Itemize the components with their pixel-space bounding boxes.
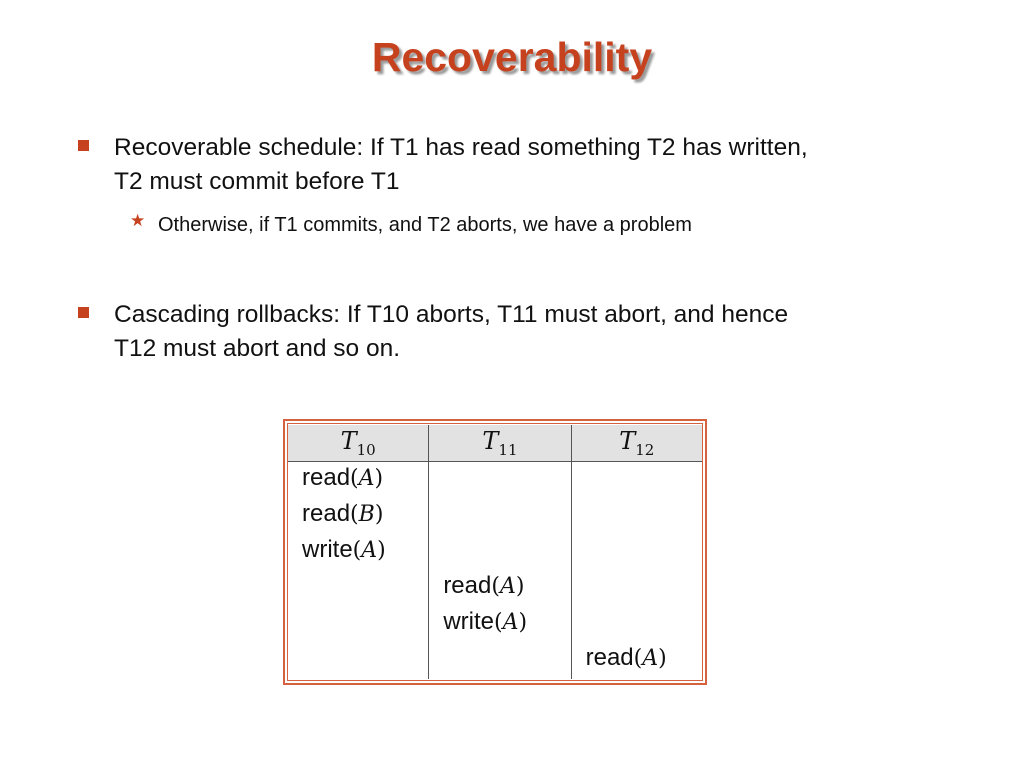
- bullet-text-line: T2 must commit before T1: [114, 168, 400, 195]
- sub-bullet-otherwise: [130, 211, 930, 239]
- column-t11-cell: [429, 462, 571, 680]
- bullet-recoverable-schedule: [78, 131, 958, 199]
- column-header-t11: $T_{11}$: [429, 425, 571, 462]
- bullet-text-line: T12 must abort and so on.: [114, 335, 400, 362]
- operation-write-a: write(A): [443, 608, 528, 635]
- schedule-table: [288, 425, 702, 679]
- operation-read-b: read(B): [302, 500, 384, 527]
- operation-read-a: read(A): [585, 644, 667, 671]
- star-bullet-icon: ★: [130, 211, 146, 230]
- square-bullet-icon: [78, 140, 89, 151]
- schedule-header-row: [288, 425, 702, 462]
- operation-read-a: read(A): [302, 464, 384, 491]
- sub-bullet-text: Otherwise, if T1 commits, and T2 aborts, we have a problem: [158, 214, 692, 236]
- column-t10-cell: [288, 462, 429, 680]
- bullet-text-line: Recoverable schedule: If T1 has read something T2 has written,: [114, 134, 808, 161]
- column-t12-cell: [571, 462, 702, 680]
- slide-title: Recoverability: [371, 34, 653, 80]
- column-header-t10: $T_{10}$: [288, 425, 429, 462]
- schedule-table-frame: [283, 419, 707, 685]
- column-header-t12: $T_{12}$: [571, 425, 702, 462]
- bullet-text-line: Cascading rollbacks: If T10 aborts, T11 must abort, and hence: [114, 301, 789, 328]
- schedule-body-row: [288, 462, 702, 680]
- operation-write-a: write(A): [302, 536, 386, 563]
- operation-read-a: read(A): [443, 572, 525, 599]
- bullet-cascading-rollbacks: [78, 298, 958, 366]
- square-bullet-icon: [78, 307, 89, 318]
